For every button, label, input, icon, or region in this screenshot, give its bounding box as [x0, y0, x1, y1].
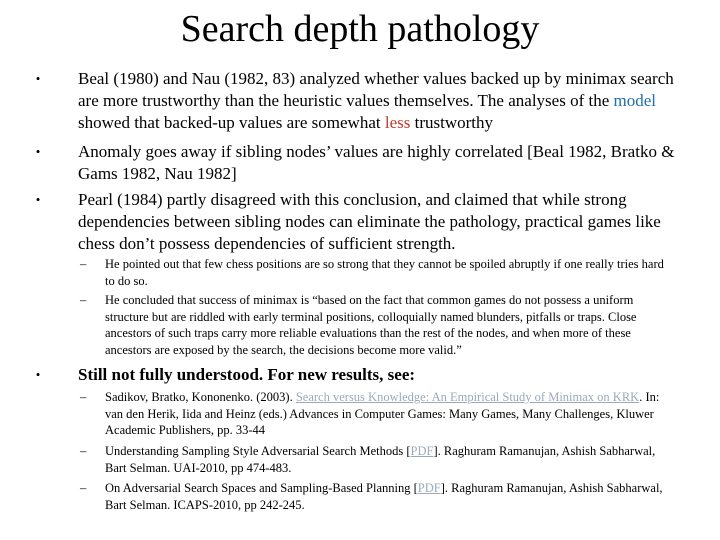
dash-marker: –	[80, 257, 87, 271]
text-segment: trustworthy	[410, 113, 493, 132]
sub-bullet-few-positions	[80, 256, 670, 289]
highlight-model: model	[613, 91, 656, 110]
bullet-still-not-understood	[28, 364, 678, 386]
bullet-text	[78, 68, 678, 134]
bullet-marker: •	[35, 71, 41, 86]
reference-text	[105, 480, 670, 513]
reference-text	[105, 389, 670, 439]
text-segment: ]. Raghuram Ramanujan, Ashish Sabharwal, Bart Selman. ICAPS-2010, pp 242-245.	[105, 481, 663, 512]
bullet-anomaly	[28, 141, 678, 185]
text-segment: Beal (1980) and Nau (1982, 83) analyzed whether values backed up by minimax search are more trustworthy than the heuristic values themselves. The analyses of the	[78, 69, 674, 110]
text-segment: Understanding Sampling Style Adversarial Search Methods [	[105, 444, 411, 458]
sub-bullet-conclusion	[80, 292, 670, 358]
text-segment: . In: van den Herik, Iida and Heinz (eds.) Advances in Computer Games: Many Games, Many Challenges, Kluwer Academic Publishers, pp. 33-44	[105, 390, 660, 437]
highlight-less: less	[384, 113, 411, 132]
pdf-link-uai[interactable]: PDF	[410, 444, 434, 458]
reference-sampling-style	[80, 443, 670, 476]
bullet-text: Anomaly goes away if sibling nodes’ values are highly correlated [Beal 1982, Bratko & Gams 1982, Nau 1982]	[78, 142, 675, 183]
text-segment: showed that backed-up values are somewhat	[78, 113, 385, 132]
pdf-link-icaps[interactable]: PDF	[417, 481, 441, 495]
dash-marker: –	[80, 390, 87, 404]
reference-sadikov	[80, 389, 670, 439]
dash-marker: –	[80, 444, 87, 458]
text-segment: On Adversarial Search Spaces and Sampling-Based Planning [	[105, 481, 418, 495]
bullet-text: Pearl (1984) partly disagreed with this conclusion, and claimed that while strong dependencies between sibling nodes can eliminate the pathology, practical games like chess don’t possess dependencies of sufficient strength.	[78, 190, 661, 253]
bullet-text: Still not fully understood. For new results, see:	[78, 365, 416, 384]
bullet-pearl	[28, 189, 678, 255]
bullet-beal-nau	[28, 68, 678, 134]
sub-bullet-text: He pointed out that few chess positions are so strong that they cannot be spoiled abruptly if one really tries hard to do so.	[105, 257, 664, 288]
text-segment: ]. Raghuram Ramanujan, Ashish Sabharwal, Bart Selman. UAI-2010, pp 474-483.	[105, 444, 656, 475]
bullet-marker: •	[35, 367, 41, 382]
dash-marker: –	[80, 481, 87, 495]
bullet-marker: •	[35, 144, 41, 159]
dash-marker: –	[80, 293, 87, 307]
sub-bullet-text: He concluded that success of minimax is “based on the fact that common games do not possess a uniform structure but are riddled with early terminal positions, colloquially named blunders, pitfalls or traps. Close ancestors of such traps carry more reliable evaluations than the rest of the nodes, and when more of these ancestors are exposed by the search, the decisions become more valid.”	[105, 293, 637, 357]
slide-title: Search depth pathology	[180, 8, 540, 50]
text-segment: Sadikov, Bratko, Kononenko. (2003).	[105, 390, 296, 404]
bullet-marker: •	[35, 192, 41, 207]
link-search-vs-knowledge[interactable]: Search versus Knowledge: An Empirical Study of Minimax on KRK	[295, 390, 640, 404]
reference-text	[105, 443, 670, 476]
reference-adversarial-spaces	[80, 480, 670, 513]
